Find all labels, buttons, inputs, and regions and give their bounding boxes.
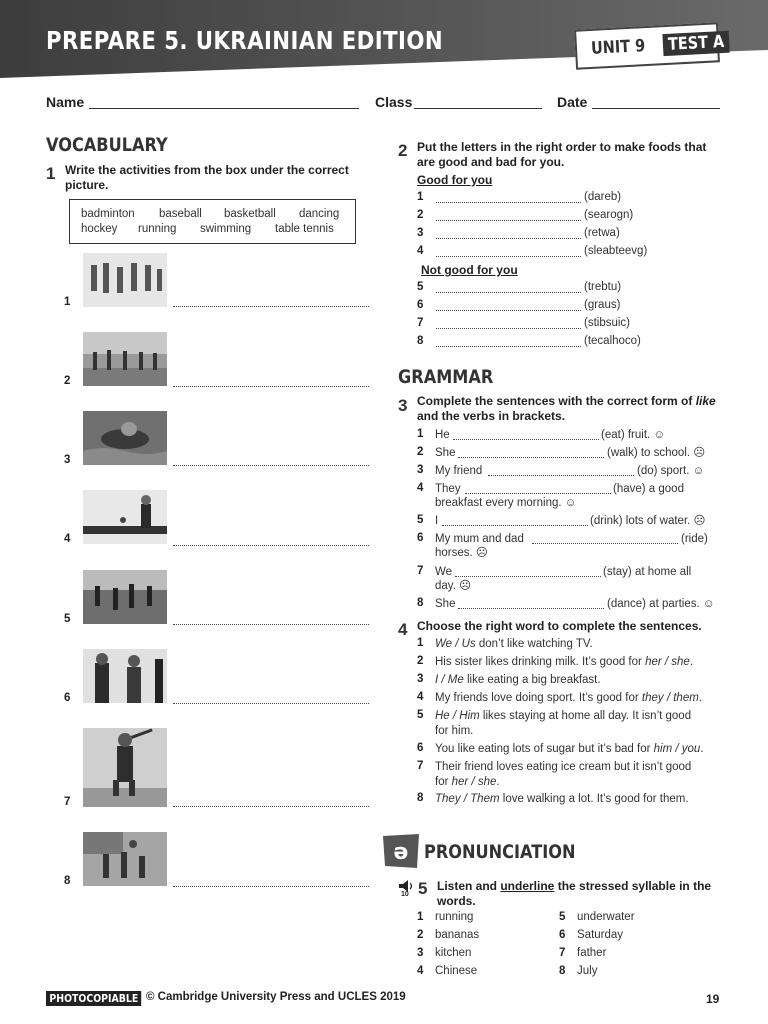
choice-sentence[interactable] (435, 709, 691, 738)
not-good-for-you-heading: Not good for you (421, 263, 518, 277)
answer-line[interactable] (436, 346, 581, 347)
picture-number: 2 (64, 375, 71, 387)
grammar-heading: GRAMMAR (398, 366, 494, 388)
choice-sentence[interactable] (435, 760, 691, 789)
sentence-text: . (689, 656, 694, 668)
choice-sentence[interactable] (435, 742, 704, 757)
instruction-line: and the verbs in brackets. (417, 409, 566, 423)
sentence-text: . (496, 775, 500, 788)
word-box-item: running (138, 223, 177, 235)
item-number: 3 (417, 947, 424, 959)
answer-line[interactable] (173, 465, 369, 466)
class-label: Class (375, 94, 413, 110)
exercise-number: 5 (418, 879, 428, 898)
choice-sentence[interactable] (435, 673, 601, 688)
class-field[interactable] (414, 108, 542, 109)
exercise-5-instruction (437, 879, 711, 909)
item-number: 7 (417, 317, 424, 329)
word-choice[interactable]: They / Them (435, 793, 500, 805)
running-photo (83, 332, 167, 386)
instruction-line (437, 879, 711, 894)
word-box-item: dancing (299, 208, 340, 220)
svg-text:ə: ə (393, 840, 409, 865)
instruction-line: words. (437, 894, 476, 908)
pronunciation-word[interactable]: Chinese (435, 965, 478, 977)
sentence-start: My mum and dad (435, 533, 524, 545)
pronunciation-word[interactable]: father (577, 947, 607, 959)
word-box-item: swimming (200, 223, 252, 235)
answer-line[interactable] (436, 310, 581, 311)
item-number: 7 (417, 565, 424, 577)
word-box-item: baseball (159, 208, 202, 220)
pronunciation-word[interactable]: July (577, 965, 598, 977)
picture-number: 8 (64, 875, 71, 887)
date-field[interactable] (592, 108, 720, 109)
answer-line[interactable] (173, 386, 369, 387)
exercise-number: 3 (398, 396, 408, 415)
item-number: 1 (417, 191, 424, 203)
item-number: 2 (417, 446, 424, 458)
answer-line[interactable] (436, 238, 581, 239)
sentence-start: She (435, 598, 456, 610)
item-number: 8 (559, 965, 566, 977)
instruction-keyword: underline (500, 879, 555, 893)
baseball-photo (83, 728, 167, 807)
pronunciation-word[interactable]: kitchen (435, 947, 472, 959)
item-number: 6 (559, 929, 566, 941)
instruction-line: Write the activities from the box under the correct (65, 163, 349, 177)
clue: (dareb) (584, 191, 622, 203)
item-number: 4 (417, 245, 424, 257)
word-choice[interactable]: her / she (645, 656, 690, 668)
word-choice[interactable]: I / Me (435, 674, 464, 686)
item-number: 6 (417, 742, 424, 754)
answer-line[interactable] (173, 545, 369, 546)
item-number: 3 (417, 673, 424, 685)
unit-label: UNIT 9 (590, 36, 646, 59)
answer-line[interactable] (173, 806, 369, 807)
exercise-number: 4 (398, 620, 408, 639)
word-choice[interactable]: they / them (641, 692, 699, 704)
hockey-photo (83, 570, 167, 624)
item-number: 5 (417, 281, 424, 293)
choice-sentence[interactable] (435, 792, 689, 807)
instruction-line: Put the letters in the right order to make foods that (417, 140, 707, 154)
sentence-text: Their friend loves eating ice cream but it isn’t good (435, 761, 692, 773)
instruction-line: are good and bad for you. (417, 155, 565, 169)
clue: (trebtu) (584, 281, 622, 293)
answer-line[interactable] (436, 328, 581, 329)
unit-test-badge (574, 22, 725, 69)
clue: (tecalhoco) (584, 335, 641, 347)
picture-number: 7 (64, 796, 71, 808)
item-number: 3 (417, 227, 424, 239)
answer-line[interactable] (436, 292, 581, 293)
name-label: Name (46, 94, 85, 110)
pronunciation-heading: PRONUNCIATION (424, 841, 576, 863)
word-box (69, 199, 356, 244)
book-title: PREPARE 5. UKRAINIAN EDITION (46, 26, 444, 55)
item-number: 5 (417, 709, 424, 721)
answer-line[interactable] (436, 256, 581, 257)
item-number: 8 (417, 597, 424, 609)
sentence-text: His sister likes drinking milk. It’s good for (435, 656, 646, 668)
sentence-end: (walk) to school. ☹ (607, 447, 706, 459)
pronunciation-word[interactable]: bananas (435, 929, 480, 941)
answer-line[interactable] (173, 703, 369, 704)
sentence-text: . (698, 692, 702, 704)
word-box-item: badminton (81, 208, 135, 220)
answer-line[interactable] (453, 439, 599, 440)
sentence-text: love walking a lot. It’s good for them. (499, 793, 689, 805)
sentence-start: He (435, 429, 450, 441)
item-number: 2 (417, 929, 424, 941)
word-box-item: table tennis (275, 223, 334, 235)
item-number: 5 (559, 911, 566, 923)
sentence-end: (have) a good (613, 483, 684, 495)
clue: (searogn) (584, 209, 634, 221)
sentence-start: We (435, 566, 453, 578)
answer-line[interactable] (488, 475, 634, 476)
sentence-start: My friend (435, 465, 483, 477)
instruction-text: Listen and (437, 879, 501, 893)
sentence-start: I (435, 515, 439, 527)
answer-line[interactable] (436, 220, 581, 221)
item-number: 7 (417, 760, 424, 772)
item-number: 8 (417, 335, 424, 347)
answer-line[interactable] (442, 525, 588, 526)
clue: (graus) (584, 299, 621, 311)
picture-number: 5 (64, 613, 71, 625)
answer-line[interactable] (465, 493, 611, 494)
instruction-text: Complete the sentences with the correct form of (417, 394, 696, 408)
exercise-number: 2 (398, 141, 408, 160)
sentence-text: likes staying at home all day. It isn’t good (479, 710, 692, 722)
choice-sentence[interactable] (435, 637, 593, 652)
name-field[interactable] (89, 108, 359, 109)
word-choice[interactable]: him / you (653, 743, 701, 755)
answer-line[interactable] (458, 457, 604, 458)
answer-line[interactable] (455, 576, 601, 577)
word-box-item: basketball (224, 208, 276, 220)
sentence-text: . (700, 743, 704, 755)
instruction-keyword: like (695, 394, 716, 408)
sentence-end: (stay) at home all (603, 566, 692, 578)
sentence-continuation: breakfast every morning. ☺ (435, 497, 577, 509)
table-tennis-photo (83, 490, 167, 544)
instruction-line (417, 394, 716, 409)
word-choice[interactable]: We / Us (435, 638, 476, 650)
item-number: 7 (559, 947, 566, 959)
sentence-end: (eat) fruit. ☺ (601, 429, 666, 441)
word-choice[interactable]: He / Him (435, 710, 480, 722)
photocopiable-badge: PHOTOCOPIABLE (46, 991, 142, 1006)
answer-line[interactable] (436, 202, 581, 203)
item-number: 6 (417, 299, 424, 311)
item-number: 8 (417, 792, 424, 804)
word-box-item: hockey (81, 223, 118, 235)
audio-track-number: 10 (401, 891, 409, 898)
sentence-end: (drink) lots of water. ☹ (590, 515, 706, 527)
schwa-icon (383, 834, 419, 868)
clue: (retwa) (584, 227, 620, 239)
choice-sentence[interactable] (435, 691, 702, 706)
item-number: 4 (417, 965, 424, 977)
dancing-photo (83, 253, 167, 307)
sentence-start: They (435, 483, 461, 495)
sentence-text: for him. (435, 724, 474, 737)
sentence-continuation: horses. ☹ (435, 547, 488, 559)
basketball-photo (83, 832, 167, 886)
sentence-start: She (435, 447, 456, 459)
item-number: 1 (417, 428, 424, 440)
clue: (stibsuic) (584, 317, 631, 329)
badminton-photo (83, 649, 167, 703)
sentence-end: (dance) at parties. ☺ (607, 598, 715, 610)
item-number: 1 (417, 637, 424, 649)
answer-line[interactable] (173, 886, 369, 887)
item-number: 4 (417, 482, 424, 494)
item-number: 1 (417, 911, 424, 923)
pronunciation-word[interactable]: running (435, 911, 474, 923)
swimming-photo (83, 411, 167, 465)
good-for-you-heading: Good for you (417, 173, 493, 187)
date-label: Date (557, 94, 588, 110)
item-number: 2 (417, 209, 424, 221)
sentence-text: My friends love doing sport. It’s good for (435, 692, 642, 704)
picture-number: 1 (64, 296, 71, 308)
exercise-3-instruction (417, 394, 716, 424)
item-number: 6 (417, 532, 424, 544)
word-choice[interactable]: her / she (451, 775, 497, 788)
answer-line[interactable] (173, 306, 369, 307)
choice-sentence[interactable] (435, 655, 693, 670)
sentence-continuation: day. ☹ (435, 580, 472, 592)
exercise-1-instruction (65, 163, 349, 193)
sentence-text: don’t like watching TV. (475, 638, 593, 650)
copyright-text: © Cambridge University Press and UCLES 2019 (146, 991, 406, 1003)
item-number: 2 (417, 655, 424, 667)
answer-line[interactable] (173, 624, 369, 625)
exercise-2-instruction (417, 140, 706, 170)
page-number: 19 (706, 992, 720, 1006)
item-number: 3 (417, 464, 424, 476)
test-label: TEST A (662, 31, 729, 56)
pronunciation-word[interactable]: underwater (577, 911, 635, 923)
picture-number: 4 (64, 533, 71, 545)
sentence-text: like eating a big breakfast. (463, 674, 601, 686)
instruction-text: the stressed syllable in the (554, 879, 712, 893)
item-number: 5 (417, 514, 424, 526)
exercise-number: 1 (46, 164, 56, 183)
sentence-end: (ride) (681, 533, 708, 545)
sentence-end: (do) sport. ☺ (637, 465, 705, 477)
vocabulary-heading: VOCABULARY (46, 134, 168, 156)
instruction-line: picture. (65, 178, 109, 192)
picture-number: 3 (64, 454, 71, 466)
answer-line[interactable] (532, 543, 678, 544)
sentence-text: for (435, 775, 452, 788)
item-number: 4 (417, 691, 424, 703)
exercise-4-instruction: Choose the right word to complete the sentences. (417, 619, 702, 633)
pronunciation-word[interactable]: Saturday (577, 929, 624, 941)
picture-number: 6 (64, 692, 71, 704)
sentence-text: You like eating lots of sugar but it’s bad for (435, 743, 654, 755)
clue: (sleabteevg) (584, 245, 648, 257)
answer-line[interactable] (458, 608, 604, 609)
